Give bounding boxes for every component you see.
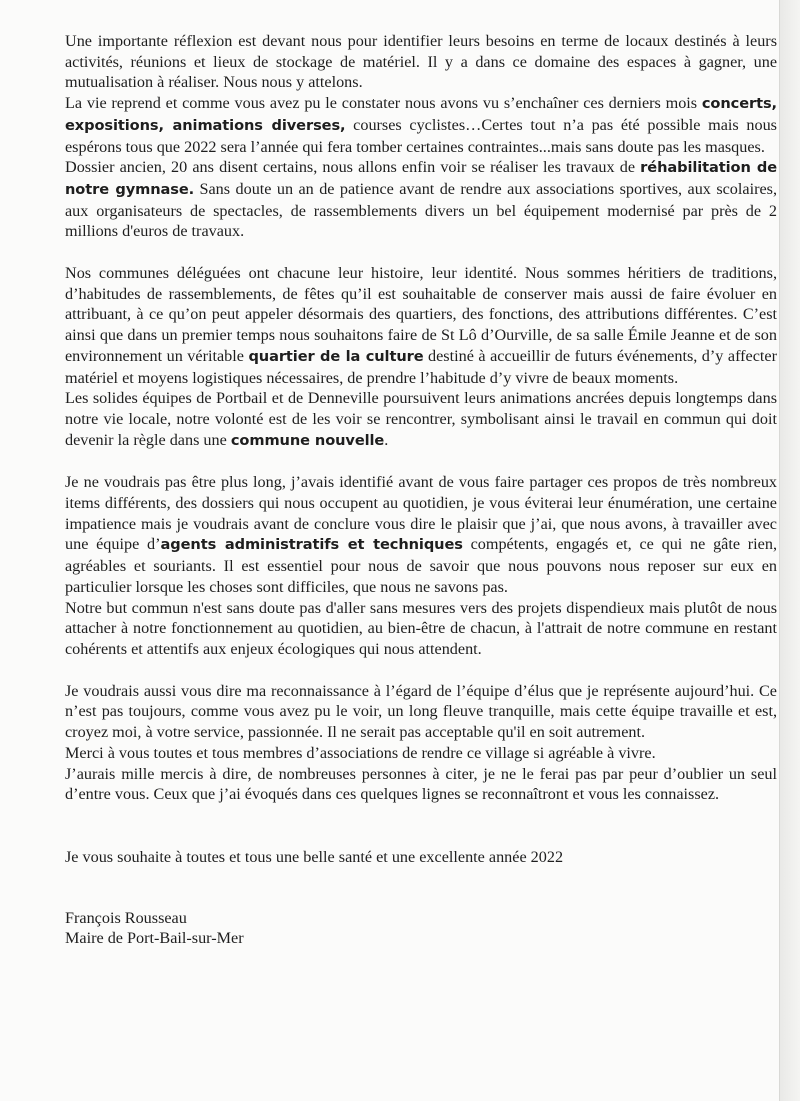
bold-text: concerts, expositions, animations diverses, (65, 95, 777, 134)
signature-name: François Rousseau (65, 908, 187, 927)
paragraph-spacer (65, 242, 777, 263)
text-run: . (384, 430, 389, 449)
text-run: La vie reprend et comme vous avez pu le constater nous avons vu s’enchaîner ces derniers mois (65, 94, 702, 113)
text-run: courses cyclistes…Certes tout n’a pas été possible mais nous espérons tous que 2022 sera l’année qui fera tomber certaines contraintes...mais sans doute pas les masques. (65, 115, 777, 156)
paragraph (65, 743, 777, 764)
text-run: Je voudrais aussi vous dire ma reconnaissance à l’égard de l’équipe d’élus que je représente aujourd’hui. Ce n’est pas toujours, comme vous avez pu le voir, un long fleuve tranquille, mais cette équipe travaille et est, croyez moi, à votre service, passionnée. Il ne serait pas acceptable qu'il en soit autrement. (65, 681, 777, 742)
bold-text: commune nouvelle (230, 431, 385, 449)
bold-text: réhabilitation de notre gymnase. (65, 159, 777, 198)
text-run: Merci à vous toutes et tous membres d’associations de rendre ce village si agréable à vivre. (65, 743, 656, 762)
text-run: Notre but commun n'est sans doute pas d'aller sans mesures vers des projets dispendieux mais plutôt de nous attacher à notre fonctionnement au quotidien, au bien-être de chacun, à l'attrait de notre commune en restant cohérents et attentifs aux enjeux écologiques qui nous attendent. (65, 598, 777, 658)
paragraph (65, 388, 777, 451)
text-run: Je vous souhaite à toutes et tous une belle santé et une excellente année 2022 (65, 847, 564, 866)
paragraph-spacer (65, 868, 777, 908)
paragraph (65, 93, 777, 157)
paragraph (65, 681, 777, 743)
paragraph (65, 472, 777, 597)
paragraph (65, 157, 777, 242)
bold-text: quartier de la culture (248, 347, 424, 365)
text-run: J’aurais mille mercis à dire, de nombreuses personnes à citer, je ne le ferai pas par peur d’oublier un seul d’entre vous. Ceux que j’ai évoqués dans ces quelques lignes se reconnaîtront et vous les connaissez. (65, 764, 777, 804)
text-run: Nos communes déléguées ont chacune leur histoire, leur identité. Nous sommes héritiers de traditions, d’habitudes de rassemblements, de fêtes qu’il est souhaitable de conserver mais aussi de faire évoluer en attribuant, à ce qu’on peut appeler désormais des quartiers, des fonctions, des attributions différentes. C’est ainsi que dans un premier temps nous souhaitons faire de St Lô d’Ourville, de sa salle Émile Jeanne et de son environnement un véritable (65, 264, 777, 365)
text-run: Dossier ancien, 20 ans disent certains, nous allons enfin voir se réaliser les travaux de (65, 158, 641, 177)
text-run: Je ne voudrais pas être plus long, j’avais identifié avant de vous faire partager ces propos de très nombreux items différents, des dossiers qui nous occupent au quotidien, je vous éviterai leur énumération, une certaine impatience mais je voudrais avant de conclure vous dire le plaisir que j’ai, que nous avons, à travailler avec une équipe d’ (65, 473, 777, 554)
text-run: Une importante réflexion est devant nous pour identifier leurs besoins en terme de locaux destinés à leurs activités, réunions et lieux de stockage de matériel. Il y a dans ce domaine des espaces à gagner, une mutualisation à réaliser. Nous nous y attelons. (65, 32, 777, 92)
paragraph (65, 263, 777, 388)
text-run: compétents, engagés et, ce qui ne gâte rien, agréables et souriants. Il est essentiel pour nous de savoir que nous pouvons nous reposer sur eux en particulier lorsque les choses sont difficiles, que nous ne savons pas. (65, 535, 777, 596)
closing-wishes (65, 847, 777, 868)
signature-title: Maire de Port-Bail-sur-Mer (65, 929, 244, 948)
paragraph-spacer (65, 451, 777, 472)
letter-body (65, 31, 777, 949)
paragraph (65, 31, 777, 93)
text-run: destiné à accueillir de futurs événements, d’y affecter matériel et moyens logistiques nécessaires, de prendre l’habitude d’y vivre de beaux moments. (65, 346, 778, 387)
paragraph (65, 598, 777, 660)
text-run: Les solides équipes de Portbail et de Denneville poursuivent leurs animations ancrées depuis longtemps dans notre vie locale, notre volonté est de les voir se rencontrer, symbolisant ainsi le travail en commun qui doit devenir la règle dans une (65, 389, 777, 449)
paragraph-spacer (65, 660, 777, 681)
bold-text: agents administratifs et techniques (160, 536, 463, 554)
text-run: Sans doute un an de patience avant de rendre aux associations sportives, aux scolaires, aux organisateurs de spectacles, de rassemblements divers un bel équipement modernisé par près de 2 millions d'euros de travaux. (65, 179, 777, 241)
paragraph-spacer (65, 805, 777, 847)
paragraph (65, 764, 777, 805)
scan-page-edge (779, 0, 800, 1101)
